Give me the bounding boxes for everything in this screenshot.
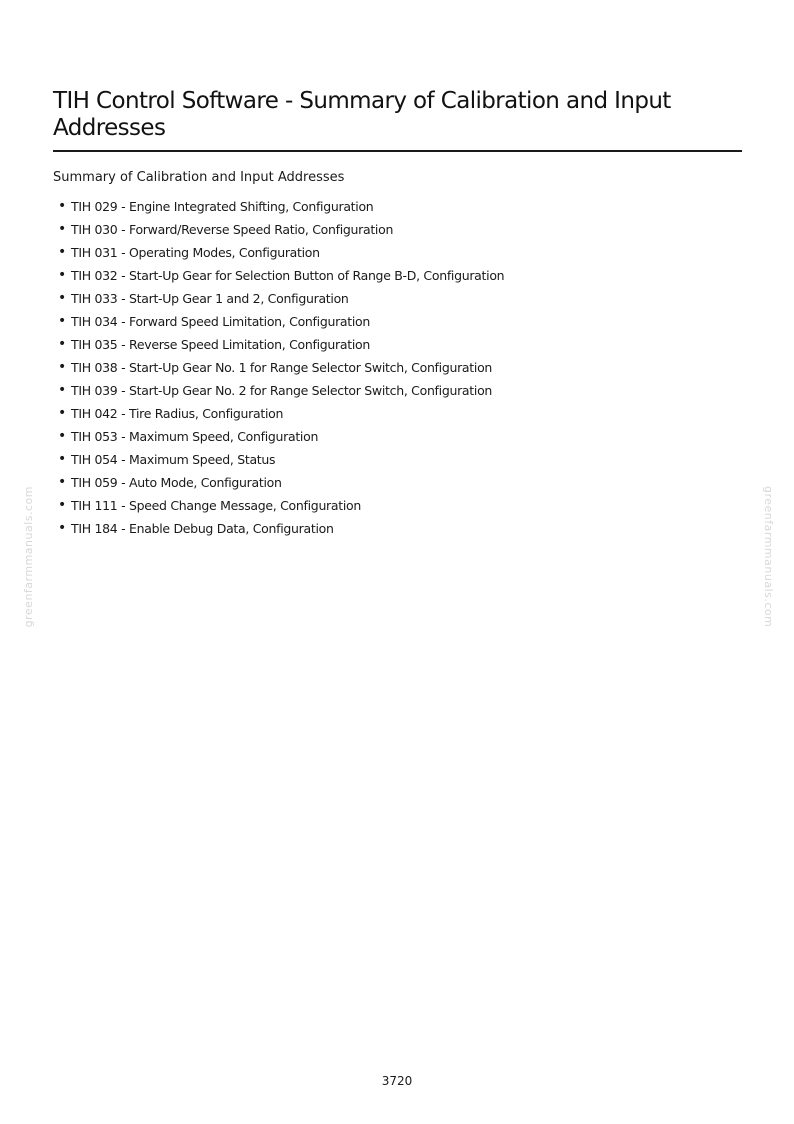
- list-item-label[interactable]: TIH 029 - Engine Integrated Shifting, Configuration: [71, 199, 374, 214]
- list-item[interactable]: [58, 427, 504, 450]
- list-item-label[interactable]: TIH 034 - Forward Speed Limitation, Configuration: [71, 314, 371, 329]
- bullet-icon: •: [58, 428, 66, 444]
- list-item[interactable]: [58, 243, 504, 266]
- list-item-label[interactable]: TIH 053 - Maximum Speed, Configuration: [71, 429, 319, 444]
- list-item[interactable]: [58, 197, 504, 220]
- list-item-label[interactable]: TIH 059 - Auto Mode, Configuration: [71, 475, 282, 490]
- list-item[interactable]: [58, 473, 504, 496]
- list-item-label[interactable]: TIH 033 - Start-Up Gear 1 and 2, Configuration: [71, 291, 349, 306]
- bullet-icon: •: [58, 336, 66, 352]
- list-item[interactable]: [58, 519, 504, 542]
- list-item[interactable]: [58, 358, 504, 381]
- bullet-icon: •: [58, 497, 66, 513]
- page-title: TIH Control Software - Summary of Calibration and Input Addresses: [53, 88, 671, 141]
- list-item-label[interactable]: TIH 039 - Start-Up Gear No. 2 for Range Selector Switch, Configuration: [71, 383, 493, 398]
- bullet-icon: •: [58, 474, 66, 490]
- bullet-icon: •: [58, 290, 66, 306]
- list-item[interactable]: [58, 450, 504, 473]
- list-item-label[interactable]: TIH 031 - Operating Modes, Configuration: [71, 245, 320, 260]
- list-item-label[interactable]: TIH 054 - Maximum Speed, Status: [71, 452, 276, 467]
- list-item[interactable]: [58, 220, 504, 243]
- bullet-icon: •: [58, 313, 66, 329]
- list-item-label[interactable]: TIH 184 - Enable Debug Data, Configuration: [71, 521, 334, 536]
- bullet-icon: •: [58, 382, 66, 398]
- bullet-icon: •: [58, 198, 66, 214]
- list-item[interactable]: [58, 404, 504, 427]
- bullet-icon: •: [58, 267, 66, 283]
- watermark-right: greenfarmmanuals.com: [762, 486, 775, 628]
- list-item-label[interactable]: TIH 032 - Start-Up Gear for Selection Button of Range B-D, Configuration: [71, 268, 505, 283]
- page-number: 3720: [381, 1074, 413, 1088]
- bullet-icon: •: [58, 451, 66, 467]
- list-item[interactable]: [58, 381, 504, 404]
- list-item-label[interactable]: TIH 111 - Speed Change Message, Configuration: [71, 498, 362, 513]
- bullet-icon: •: [58, 244, 66, 260]
- calibration-address-list: [58, 197, 504, 542]
- list-item-label[interactable]: TIH 038 - Start-Up Gear No. 1 for Range Selector Switch, Configuration: [71, 360, 493, 375]
- list-item[interactable]: [58, 312, 504, 335]
- list-item[interactable]: [58, 496, 504, 519]
- list-item-label[interactable]: TIH 030 - Forward/Reverse Speed Ratio, Configuration: [71, 222, 394, 237]
- title-divider: [53, 150, 742, 152]
- list-item[interactable]: [58, 335, 504, 358]
- list-item[interactable]: [58, 266, 504, 289]
- bullet-icon: •: [58, 221, 66, 237]
- bullet-icon: •: [58, 359, 66, 375]
- list-item[interactable]: [58, 289, 504, 312]
- bullet-icon: •: [58, 405, 66, 421]
- list-item-label[interactable]: TIH 035 - Reverse Speed Limitation, Configuration: [71, 337, 370, 352]
- section-heading: Summary of Calibration and Input Addresses: [53, 170, 345, 185]
- bullet-icon: •: [58, 520, 66, 536]
- watermark-left: greenfarmmanuals.com: [22, 486, 35, 628]
- list-item-label[interactable]: TIH 042 - Tire Radius, Configuration: [71, 406, 284, 421]
